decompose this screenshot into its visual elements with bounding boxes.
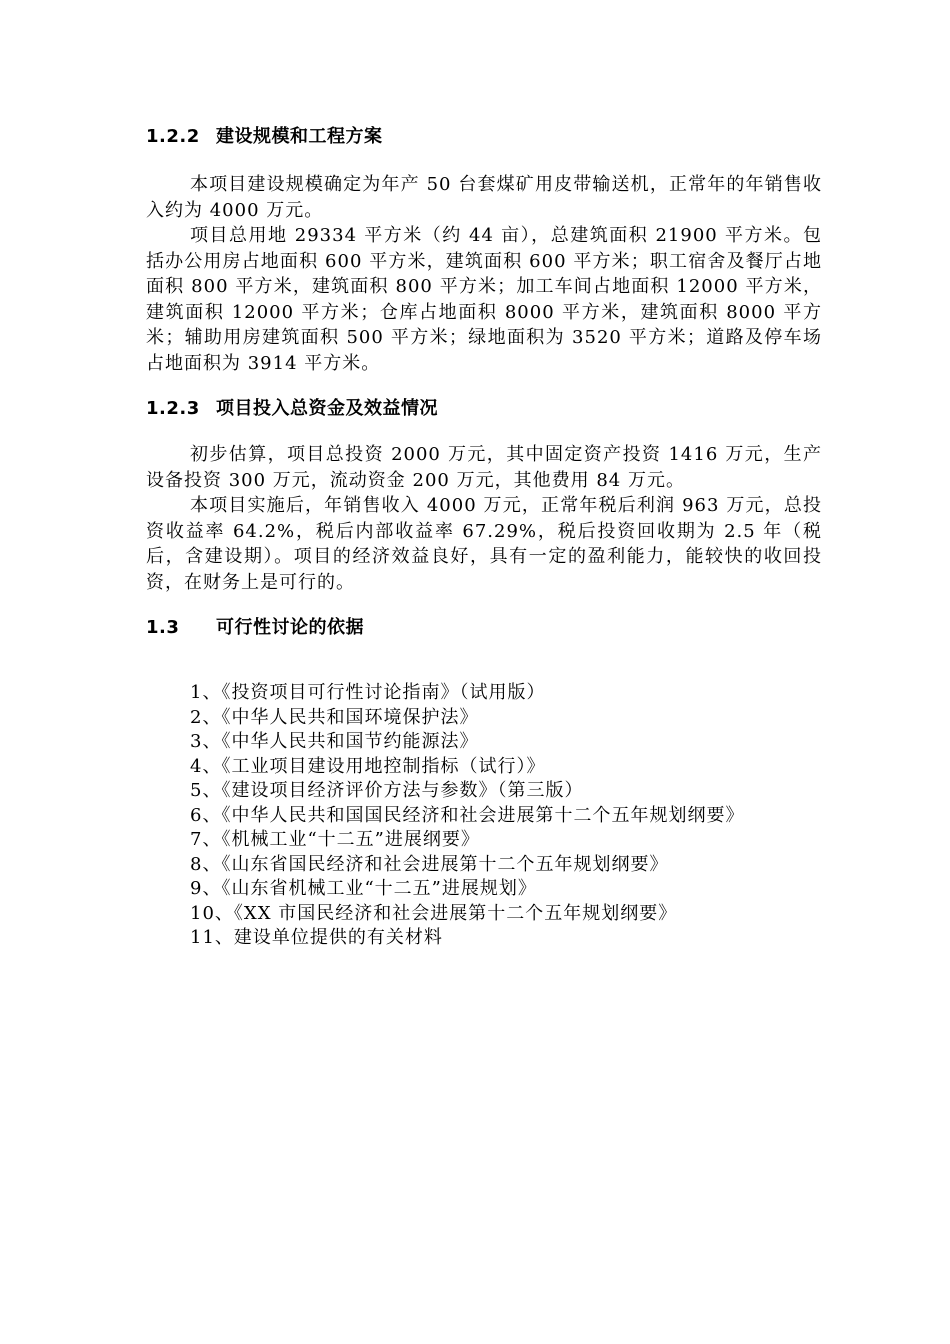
paragraph-investment-estimate: 初步估算，项目总投资 2000 万元，其中固定资产投资 1416 万元，生产设备投资 300 万元，流动资金 200 万元，其他费用 84 万元。	[146, 444, 822, 491]
list-item: 9、《山东省机械工业“十二五”进展规划》	[190, 878, 537, 899]
paragraph-construction-scale: 本项目建设规模确定为年产 50 台套煤矿用皮带输送机，正常年的年销售收入约为 4000 万元。	[146, 174, 822, 221]
list-item: 5、《建设项目经济评价方法与参数》（第三版）	[190, 780, 584, 801]
list-item: 1、《投资项目可行性讨论指南》（试用版）	[190, 682, 546, 703]
list-item: 7、《机械工业“十二五”进展纲要》	[190, 829, 480, 850]
list-item: 10、《XX 市国民经济和社会进展第十二个五年规划纲要》	[190, 902, 678, 924]
list-item: 4、《工业项目建设用地控制指标（试行）》	[190, 755, 546, 777]
section-title: 建设规模和工程方案	[216, 126, 383, 147]
list-item: 11、建设单位提供的有关材料	[190, 927, 443, 948]
section-heading-1-2-2	[146, 124, 822, 150]
section-heading-1-3	[146, 615, 822, 641]
paragraph-benefits: 本项目实施后，年销售收入 4000 万元，正常年税后利润 963 万元，总投资收益率 64.2%，税后内部收益率 67.29%，税后投资回收期为 2.5 年（税后，含建设期）。项目的经济效益良好，具有一定的盈利能力，能较快的收回投资，在财务上是可行的。	[146, 495, 822, 593]
list-item: 3、《中华人民共和国节约能源法》	[190, 731, 479, 752]
list-item: 2、《中华人民共和国环境保护法》	[190, 706, 479, 728]
document-page	[146, 120, 822, 951]
list-item: 6、《中华人民共和国国民经济和社会进展第十二个五年规划纲要》	[190, 804, 745, 826]
section-title: 项目投入总资金及效益情况	[216, 398, 438, 419]
basis-list	[146, 681, 822, 951]
section-number: 1.2.2	[146, 126, 200, 147]
list-item: 8、《山东省国民经济和社会进展第十二个五年规划纲要》	[190, 853, 669, 875]
section-heading-1-2-3	[146, 396, 822, 422]
section-number: 1.3	[146, 617, 180, 638]
paragraph-land-area: 项目总用地 29334 平方米（约 44 亩），总建筑面积 21900 平方米。包括办公用房占地面积 600 平方米，建筑面积 600 平方米；职工宿舍及餐厅占地面积 800 平方米，建筑面积 800 平方米；加工车间占地面积 12000 平方米，建筑面积 12000 平方米；仓库占地面积 8000 平方米，建筑面积 8000 平方米；辅助用房建筑面积 500 平方米；绿地面积为 3520 平方米；道路及停车场占地面积为 3914 平方米。	[146, 225, 822, 374]
section-title: 可行性讨论的依据	[216, 617, 364, 638]
section-number: 1.2.3	[146, 398, 200, 419]
